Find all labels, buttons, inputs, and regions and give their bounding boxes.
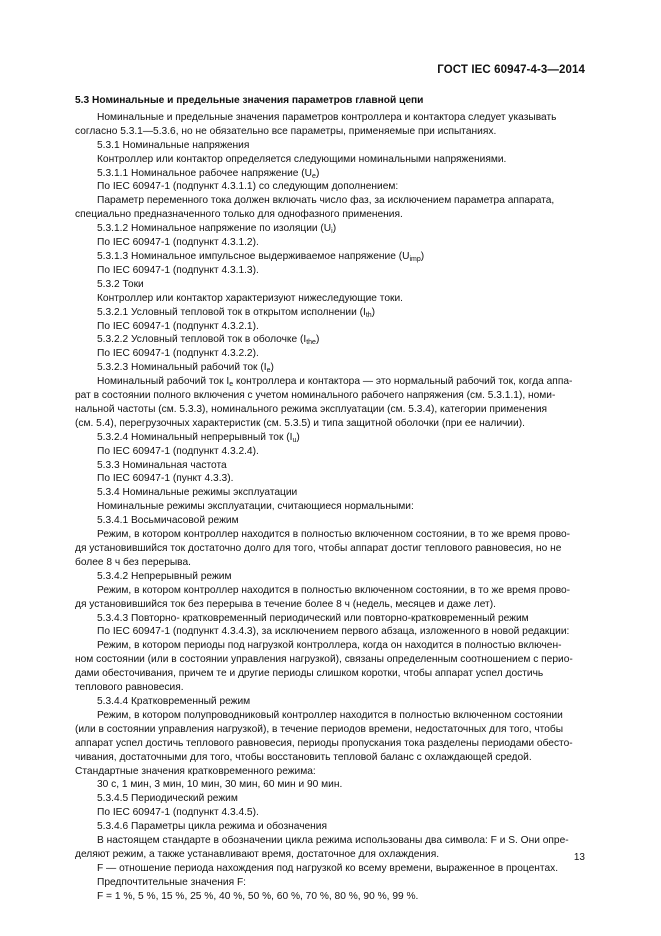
text-line xyxy=(75,542,586,556)
text-line xyxy=(75,681,586,695)
line-subscript: imp xyxy=(409,255,421,263)
text-line xyxy=(75,222,586,236)
line-text: 5.3.4.2 Непрерывный режим xyxy=(97,570,232,582)
text-line xyxy=(75,320,586,334)
text-line xyxy=(75,486,586,500)
text-line xyxy=(75,834,586,848)
text-line xyxy=(75,806,586,820)
line-subscript: e xyxy=(229,381,234,389)
text-line xyxy=(75,792,586,806)
line-text: теплового равновесия. xyxy=(75,682,184,694)
text-line xyxy=(75,570,586,584)
line-subscript: e xyxy=(266,367,271,375)
text-line xyxy=(75,111,586,125)
line-text: По IEC 60947-1 (подпункт 4.3.2.2). xyxy=(97,348,259,360)
text-line xyxy=(75,264,586,278)
line-text: Режим, в котором контроллер находится в полностью включенном состоянии, в то же время прово- xyxy=(97,529,571,541)
text-line xyxy=(75,375,586,389)
line-text: 5.3.2.1 Условный тепловой ток в открытом исполнении (I xyxy=(97,306,366,318)
document-body xyxy=(75,94,586,904)
line-text-after: ) xyxy=(315,167,320,179)
text-line xyxy=(75,167,586,181)
text-line xyxy=(75,737,586,751)
line-text: По IEC 60947-1 (подпункт 4.3.1.3). xyxy=(97,264,259,276)
text-line xyxy=(75,528,586,542)
line-text: Контроллер или контактор определяется следующими номинальными напряжениями. xyxy=(97,153,507,165)
text-line xyxy=(75,292,586,306)
text-line xyxy=(75,751,586,765)
line-text-after: ) xyxy=(332,223,337,235)
text-line xyxy=(75,250,586,264)
line-subscript: e xyxy=(312,172,316,180)
line-text: Режим, в котором полупроводниковый контроллер находится в полностью включенном состоянии xyxy=(97,709,563,721)
text-line xyxy=(75,612,586,626)
text-line xyxy=(75,765,586,779)
line-text: ном состоянии (или в состоянии управления нагрузкой), связаны определенным соотношением с перио- xyxy=(75,654,573,666)
line-text-after: ) xyxy=(315,334,320,346)
line-subscript: i xyxy=(331,228,333,236)
text-line xyxy=(75,125,586,139)
text-line xyxy=(75,598,586,612)
line-text-after: ) xyxy=(420,250,425,262)
text-line xyxy=(75,723,586,737)
line-text: F = 1 %, 5 %, 15 %, 25 %, 40 %, 50 %, 60 %, 70 %, 80 %, 90 %, 99 %. xyxy=(97,890,419,902)
line-text: F — отношение периода нахождения под нагрузкой ко всему времени, выраженное в процентах. xyxy=(97,862,559,874)
line-text: 5.3.1 Номинальные напряжения xyxy=(97,139,250,151)
line-text-after: ) xyxy=(296,431,300,443)
line-text: (см. 5.4), перегрузочных характеристик (см. 5.3.5) и типа защитной оболочки (при ее наличии). xyxy=(75,417,525,429)
line-text: 5.3.4.1 Восьмичасовой режим xyxy=(97,515,239,527)
line-text: 5.3.4.3 Повторно- кратковременный периодический или повторно-кратковременный режим xyxy=(97,612,529,624)
line-text: По IEC 60947-1 (подпункт 4.3.2.1). xyxy=(97,320,259,332)
line-text-after: ) xyxy=(371,306,376,318)
line-text: По IEC 60947-1 (пункт 4.3.3). xyxy=(97,473,234,485)
text-line xyxy=(75,667,586,681)
text-line xyxy=(75,139,586,153)
line-text: 5.3.4 Номинальные режимы эксплуатации xyxy=(97,487,298,499)
text-line xyxy=(75,709,586,723)
line-text: Контроллер или контактор характеризуют нижеследующие токи. xyxy=(97,292,403,304)
line-text: деляют режим, а также устанавливают время, достаточное для охлаждения. xyxy=(75,848,440,860)
text-line xyxy=(75,625,586,639)
text-line xyxy=(75,431,586,445)
standard-header: ГОСТ IEC 60947-4-3—2014 xyxy=(437,64,585,76)
line-text: 5.3.1.1 Номинальное рабочее напряжение (U xyxy=(97,167,313,179)
text-line xyxy=(75,194,586,208)
text-line xyxy=(75,472,586,486)
line-text: 5.3.4.5 Периодический режим xyxy=(97,793,238,805)
line-text-after: контроллера и контактора — это нормальный рабочий ток, когда аппа- xyxy=(233,376,573,388)
line-text: По IEC 60947-1 (подпункт 4.3.1.1) со следующим дополнением: xyxy=(97,181,399,193)
text-line xyxy=(75,361,586,375)
text-line xyxy=(75,208,586,222)
text-line xyxy=(75,556,586,570)
line-text: 5.3.3 Номинальная частота xyxy=(97,459,227,471)
line-subscript: the xyxy=(306,339,316,347)
line-text: 5.3.4.4 Кратковременный режим xyxy=(97,695,251,707)
text-line xyxy=(75,153,586,167)
line-text: рат в состоянии полного включения с учетом номинального рабочего напряжения (см. 5.3.1.1), номи- xyxy=(75,390,556,402)
section-title: 5.3 Номинальные и предельные значения параметров главной цепи xyxy=(75,95,424,106)
line-text: 5.3.4.6 Параметры цикла режима и обозначения xyxy=(97,821,327,833)
line-text: 5.3.2.2 Условный тепловой ток в оболочке (I xyxy=(97,334,307,346)
line-text: специально предназначенного только для однофазного применения. xyxy=(75,209,403,221)
line-subscript: u xyxy=(292,436,297,444)
text-line xyxy=(75,306,586,320)
line-text: Номинальные и предельные значения параметров контроллера и контактора следует указывать xyxy=(97,111,557,123)
line-text: По IEC 60947-1 (подпункт 4.3.1.2). xyxy=(97,237,259,249)
text-line xyxy=(75,890,586,904)
text-line xyxy=(75,778,586,792)
text-line xyxy=(75,695,586,709)
line-text: По IEC 60947-1 (подпункт 4.3.4.3), за исключением первого абзаца, изложенного в новой редакции: xyxy=(97,626,570,638)
line-text: Предпочтительные значения F: xyxy=(97,876,247,888)
text-line xyxy=(75,180,586,194)
text-line xyxy=(75,653,586,667)
text-line xyxy=(75,862,586,876)
text-line xyxy=(75,403,586,417)
line-text: 5.3.2.4 Номинальный непрерывный ток (I xyxy=(97,431,293,443)
text-line xyxy=(75,417,586,431)
line-text: 30 с, 1 мин, 3 мин, 10 мин, 30 мин, 60 мин и 90 мин. xyxy=(97,779,343,791)
text-line xyxy=(75,584,586,598)
text-line xyxy=(75,347,586,361)
line-text: Номинальные режимы эксплуатации, считающиеся нормальными: xyxy=(97,501,414,513)
text-line xyxy=(75,236,586,250)
line-text: нальной частоты (см. 5.3.3), номинального режима эксплуатации (см. 5.3.4), категории применения xyxy=(75,403,548,415)
text-line xyxy=(75,459,586,473)
line-text: 5.3.1.3 Номинальное импульсное выдерживаемое напряжение (U xyxy=(97,250,410,262)
line-text: Стандартные значения кратковременного режима: xyxy=(75,765,316,777)
line-text: 5.3.2.3 Номинальный рабочий ток (I xyxy=(97,362,267,374)
line-text: 5.3.2 Токи xyxy=(97,278,144,290)
line-text: дя установившийся ток без перерыва в течение более 8 ч (недель, месяцев и даже лет). xyxy=(75,598,496,610)
text-line xyxy=(75,876,586,890)
line-text: чивания, достаточными для того, чтобы восстановить тепловой баланс с охлаждающей средой. xyxy=(75,751,532,763)
line-text: Номинальный рабочий ток I xyxy=(97,376,230,388)
line-text-after: ) xyxy=(270,362,274,374)
text-line xyxy=(75,389,586,403)
line-text: аппарат успел достичь теплового равновесия, периоды пропускания тока разделены периодами обесто- xyxy=(75,737,573,749)
text-line xyxy=(75,278,586,292)
line-text: Режим, в котором контроллер находится в полностью включенном состоянии, в то же время прово- xyxy=(97,584,571,596)
text-line xyxy=(75,333,586,347)
line-text: По IEC 60947-1 (подпункт 4.3.4.5). xyxy=(97,807,259,819)
line-text: По IEC 60947-1 (подпункт 4.3.2.4). xyxy=(97,445,259,457)
line-subscript: th xyxy=(365,311,372,319)
line-text: более 8 ч без перерыва. xyxy=(75,556,191,568)
line-text: согласно 5.3.1—5.3.6, но не обязательно все параметры, применяемые при испытаниях. xyxy=(75,125,497,137)
line-text: дами обесточивания, причем те и другие периоды слишком коротки, чтобы аппарат успел достичь xyxy=(75,668,544,680)
page-number: 13 xyxy=(573,852,585,863)
text-line xyxy=(75,639,586,653)
line-text: Режим, в котором периоды под нагрузкой контроллера, когда он находится в полностью включен- xyxy=(97,640,562,652)
line-text: В настоящем стандарте в обозначении цикла режима использованы два символа: F и S. Они опре- xyxy=(97,835,569,847)
text-line xyxy=(75,820,586,834)
text-line xyxy=(75,500,586,514)
text-line xyxy=(75,445,586,459)
line-text: 5.3.1.2 Номинальное напряжение по изоляции (U xyxy=(97,223,332,235)
line-text: Параметр переменного тока должен включать число фаз, за исключением параметра аппарата, xyxy=(97,195,555,207)
text-line xyxy=(75,848,586,862)
line-text: дя установившийся ток достаточно долго для того, чтобы аппарат достиг теплового равновесия, но не xyxy=(75,543,562,554)
text-line xyxy=(75,514,586,528)
line-text: (или в состоянии управления нагрузкой), в течение периодов времени, недостаточных для того, чтобы xyxy=(75,723,564,735)
